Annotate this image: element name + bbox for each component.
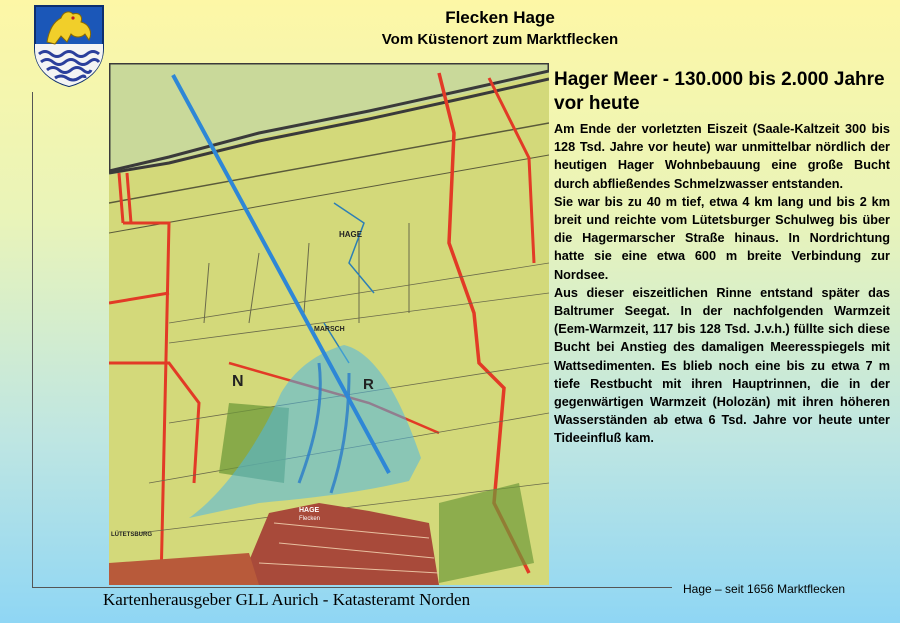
map-label-marsch: MARSCH <box>314 326 345 333</box>
article-heading: Hager Meer - 130.000 bis 2.000 Jahre vor heute <box>554 69 885 114</box>
map-label-hage-town: HAGE <box>299 507 320 514</box>
page-header <box>270 8 730 50</box>
page-title: Flecken Hage <box>445 8 555 27</box>
map-label-hage-town-sub: Flecken <box>299 516 321 522</box>
map-label-r: R <box>363 376 374 393</box>
map-label-n: N <box>232 373 244 390</box>
historical-map <box>109 63 549 585</box>
frame-divider-horizontal <box>32 587 672 588</box>
article <box>554 68 890 448</box>
article-paragraph-1: Am Ende der vorletzten Eiszeit (Saale-Kaltzeit 300 bis 128 Tsd. Jahre vor heute) war unmittelbar nördlich der heutigen Hager Wohnbebauung eine große Bucht durch abfließendes Schmelzwasser entstanden. <box>554 122 890 191</box>
article-paragraph-3: Aus dieser eiszeitlichen Rinne entstand später das Baltrumer Seegat. In der nachfolgenden Warmzeit (Eem-Warmzeit, 117 bis 128 Tsd. J.v.h.) füllte sich diese Bucht bei Anstieg des damaligen Meeresspiegels mit Wattsedimenten. Es blieb noch eine bis zu etwa 7 m tiefe Restbucht mit ihren Hauptrinnen, die in der gegenwärtigen Warmzeit (Holozän) mit ihren höheren Wasserständen ab etwa 6 Tsd. Jahre vor heute unter Tideeinfluß kam. <box>554 285 890 446</box>
coat-of-arms-icon <box>33 4 105 88</box>
frame-divider-vertical <box>32 92 33 587</box>
map-label-hage-top: HAGE <box>339 230 363 239</box>
article-paragraph-2: Sie war bis zu 40 m tief, etwa 4 km lang und bis 2 km breit und reichte vom Lütetsburger Schulweg bis über die Hagermarscher Straße hinaus. In Nordrichtung hatte sie eine etwa 600 m breite Verbindung zur Nordsee. <box>554 194 890 282</box>
page-subtitle: Vom Küstenort zum Marktflecken <box>381 31 619 48</box>
map-label-luetetsburg: LÜTETSBURG <box>111 532 152 538</box>
footer-credit: Kartenherausgeber GLL Aurich - Katasteramt Norden <box>103 590 471 609</box>
footer-note: Hage – seit 1656 Marktflecken <box>683 582 846 596</box>
